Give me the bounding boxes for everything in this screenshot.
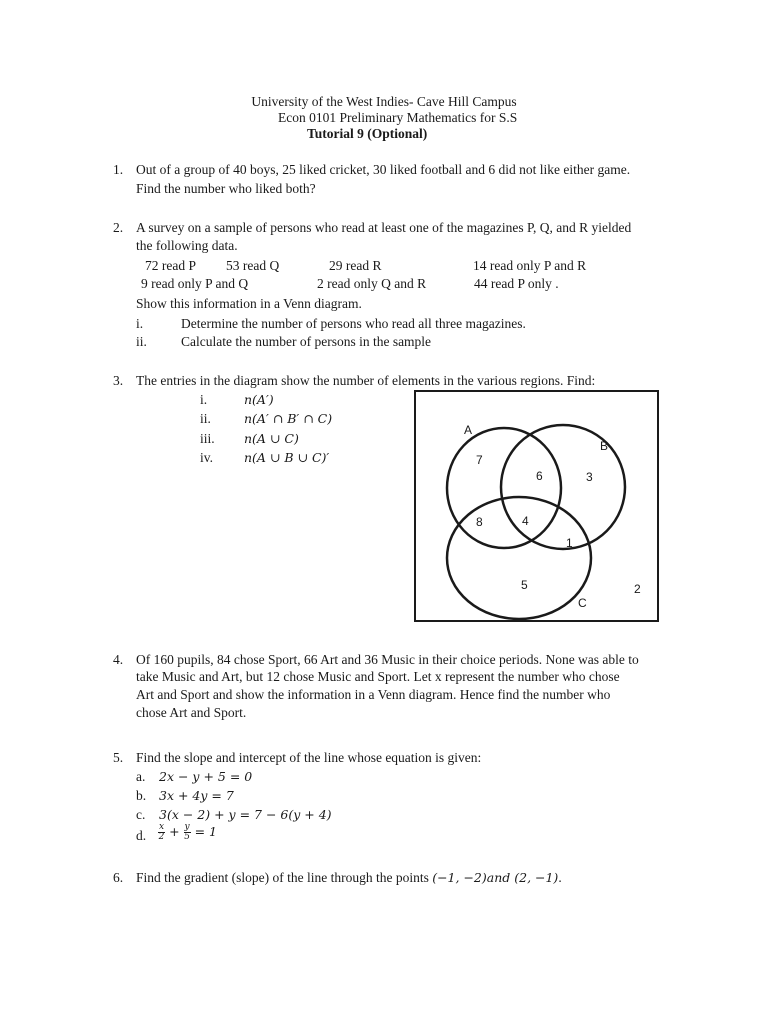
data-item: 53 read Q <box>226 258 280 273</box>
sub-label: b. <box>136 788 147 803</box>
sub-math: n(A ∪ B ∪ C)′ <box>244 450 330 465</box>
sub-label: i. <box>136 316 144 331</box>
region-abc: 4 <box>522 514 529 528</box>
circle-c <box>447 497 591 619</box>
question-number: 4. <box>113 652 124 667</box>
question-number: 5. <box>113 750 124 765</box>
course-title: Econ 0101 Preliminary Mathematics for S.S <box>278 110 518 125</box>
label-b: B <box>600 439 609 453</box>
sub-math: 3x + 4y = 7 <box>159 788 234 803</box>
question-text: Find the slope and intercept of the line whose equation is given: <box>136 750 482 765</box>
circle-a <box>447 428 561 548</box>
region-bc-only: 1 <box>566 536 573 550</box>
period: . <box>558 870 562 885</box>
question-text: Of 160 pupils, 84 chose Sport, 66 Art and 36 Music in their choice periods. None was able to <box>136 652 639 667</box>
question-text: The entries in the diagram show the number of elements in the various regions. Find: <box>136 373 596 388</box>
region-a-only: 7 <box>476 453 483 467</box>
question-text: chose Art and Sport. <box>136 705 247 720</box>
question-text: Art and Sport and show the information in a Venn diagram. Hence find the number who <box>136 687 611 702</box>
question-number: 1. <box>113 162 124 177</box>
question-text: Show this information in a Venn diagram. <box>136 296 362 311</box>
data-item: 9 read only P and Q <box>141 276 249 291</box>
data-item: 14 read only P and R <box>473 258 587 273</box>
sub-label: d. <box>136 828 147 843</box>
data-item: 72 read P <box>145 258 196 273</box>
fraction <box>184 823 191 842</box>
data-item: 2 read only Q and R <box>317 276 427 291</box>
sub-math: n(A′ ∩ B′ ∩ C) <box>244 411 333 426</box>
sub-label: a. <box>136 769 146 784</box>
sub-math: n(A ∪ C) <box>244 431 299 446</box>
sub-math-fraction <box>158 823 217 842</box>
tutorial-title: Tutorial 9 (Optional) <box>307 126 428 141</box>
region-outside: 2 <box>634 582 641 596</box>
label-c: C <box>578 596 587 610</box>
question-number: 6. <box>113 870 124 885</box>
sub-text: Determine the number of persons who read all three magazines. <box>181 316 526 331</box>
question-text-main: Find the gradient (slope) of the line through the points <box>136 870 429 885</box>
data-item: 29 read R <box>329 258 382 273</box>
equals-one: = 1 <box>194 824 218 839</box>
sub-math: 2x − y + 5 = 0 <box>159 769 253 784</box>
question-text <box>136 870 562 886</box>
sub-math: 3(x − 2) + y = 7 − 6(y + 4) <box>159 807 332 822</box>
question-number: 3. <box>113 373 124 388</box>
numerator: x <box>159 822 165 832</box>
venn-circles <box>416 392 661 624</box>
region-ab-only: 6 <box>536 469 543 483</box>
denominator: 2 <box>158 832 165 842</box>
sub-label: iii. <box>200 431 215 446</box>
university-name: University of the West Indies- Cave Hill Campus <box>251 94 517 109</box>
operator: + <box>169 824 180 839</box>
sub-label: ii. <box>136 334 147 349</box>
sub-label: c. <box>136 807 146 822</box>
label-a: A <box>464 423 473 437</box>
question-text: the following data. <box>136 238 238 253</box>
sub-text: Calculate the number of persons in the sample <box>181 334 432 349</box>
question-text: A survey on a sample of persons who read at least one of the magazines P, Q, and R yielded <box>136 220 632 235</box>
numerator: y <box>184 822 190 832</box>
question-text: take Music and Art, but 12 chose Music and Sport. Let x represent the number who chose <box>136 669 620 684</box>
fraction <box>158 823 165 842</box>
sub-label: i. <box>200 392 208 407</box>
question-text: Find the number who liked both? <box>136 181 316 196</box>
data-item: 44 read P only . <box>474 276 559 291</box>
region-c-only: 5 <box>521 578 528 592</box>
question-number: 2. <box>113 220 124 235</box>
sub-label: iv. <box>200 450 213 465</box>
points-math: (−1, −2)and (2, −1) <box>432 870 559 885</box>
venn-diagram <box>414 390 659 622</box>
sub-label: ii. <box>200 411 211 426</box>
question-text: Out of a group of 40 boys, 25 liked cricket, 30 liked football and 6 did not like either game. <box>136 162 631 177</box>
region-ac-only: 8 <box>476 515 483 529</box>
denominator: 5 <box>184 832 190 842</box>
sub-math: n(A′) <box>244 392 274 407</box>
region-b-only: 3 <box>586 470 593 484</box>
